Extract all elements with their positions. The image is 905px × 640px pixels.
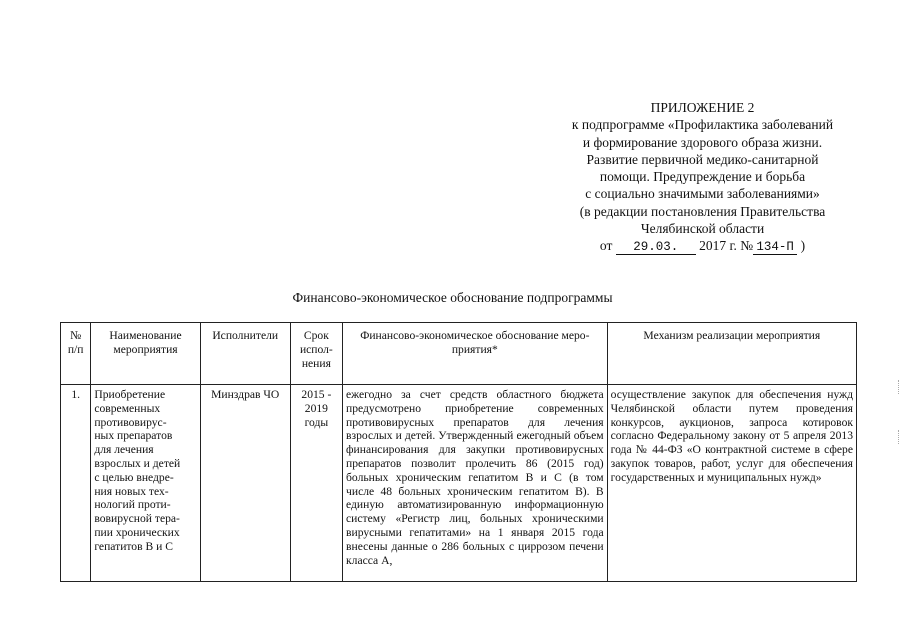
cell-mechanism: осуществление закупок для обеспечения нужд Челябинской области путем проведения конкурсов, аукционов, запроса котировок согласно Федеральному закону от 5 апреля 2013 года № 44-ФЗ «О контрактной системе в сфере закупок товаров, работ, услуг для обеспечения государственных и муниципальных нужд» (607, 385, 856, 582)
date-prefix: от (599, 238, 613, 254)
appendix-line: (в редакции постановления Правительства (579, 203, 826, 219)
cell-num: 1. (61, 385, 91, 582)
appendix-block (520, 99, 885, 255)
date-suffix: ) (800, 238, 806, 254)
table-header-row (61, 323, 857, 385)
scan-edge-mark (898, 430, 901, 444)
cell-financial (343, 385, 608, 582)
header-num: № п/п (61, 323, 91, 385)
appendix-line: помощи. Предупреждение и борьба (599, 169, 806, 185)
table-row (61, 385, 857, 582)
scan-edge-mark (898, 380, 901, 394)
header-name: Наименование мероприятия (91, 323, 200, 385)
appendix-title: ПРИЛОЖЕНИЕ 2 (650, 100, 755, 115)
header-term: Срок испол- нения (290, 323, 342, 385)
justification-table (60, 322, 857, 582)
appendix-line: Челябинской области (640, 221, 765, 237)
resolution-date-day: 29.03. (616, 241, 696, 255)
cell-name: Приобретение современных противовирус- ных препаратов для лечения взрослых и детей с целью внедре- ния новых тех- нологий проти- вовирусной тера- пии хронических гепатитов В и С (91, 385, 200, 582)
appendix-line: с социально значимыми заболеваниями» (585, 186, 820, 202)
date-year: 2017 г. № (699, 238, 754, 254)
appendix-line: и формирование здорового образа жизни. (582, 134, 823, 150)
cell-financial-text: ежегодно за счет средств областного бюджета предусмотрено приобретение современных противовирусных препаратов для лечения взрослых и детей. Утвержденный ежегодный объем финансирования для закупки противовирусных препаратов позволит пролечить 86 (2015 год) больных хроническим гепатитом В и С (в том числе 48 больных хроническим гепатитом В). В единую автоматизированную информационную систему «Регистр лиц, больных хроническими вирусными гепатитами» на 1 января 2015 года внесены данные о 286 больных с циррозом печени класса А, (346, 388, 604, 567)
header-financial: Финансово-экономическое обоснование меро- приятия* (343, 323, 608, 385)
cell-executors: Минздрав ЧО (200, 385, 290, 582)
appendix-line: Развитие первичной медико-санитарной (586, 151, 819, 167)
appendix-line: к подпрограмме «Профилактика заболеваний (571, 117, 834, 133)
section-heading: Финансово-экономическое обоснование подпрограммы (292, 290, 613, 305)
resolution-number: 134-П (753, 241, 797, 255)
resolution-date-line (520, 237, 885, 255)
header-executors: Исполнители (200, 323, 290, 385)
header-mechanism: Механизм реализации мероприятия (607, 323, 856, 385)
cell-term: 2015 - 2019 годы (290, 385, 342, 582)
